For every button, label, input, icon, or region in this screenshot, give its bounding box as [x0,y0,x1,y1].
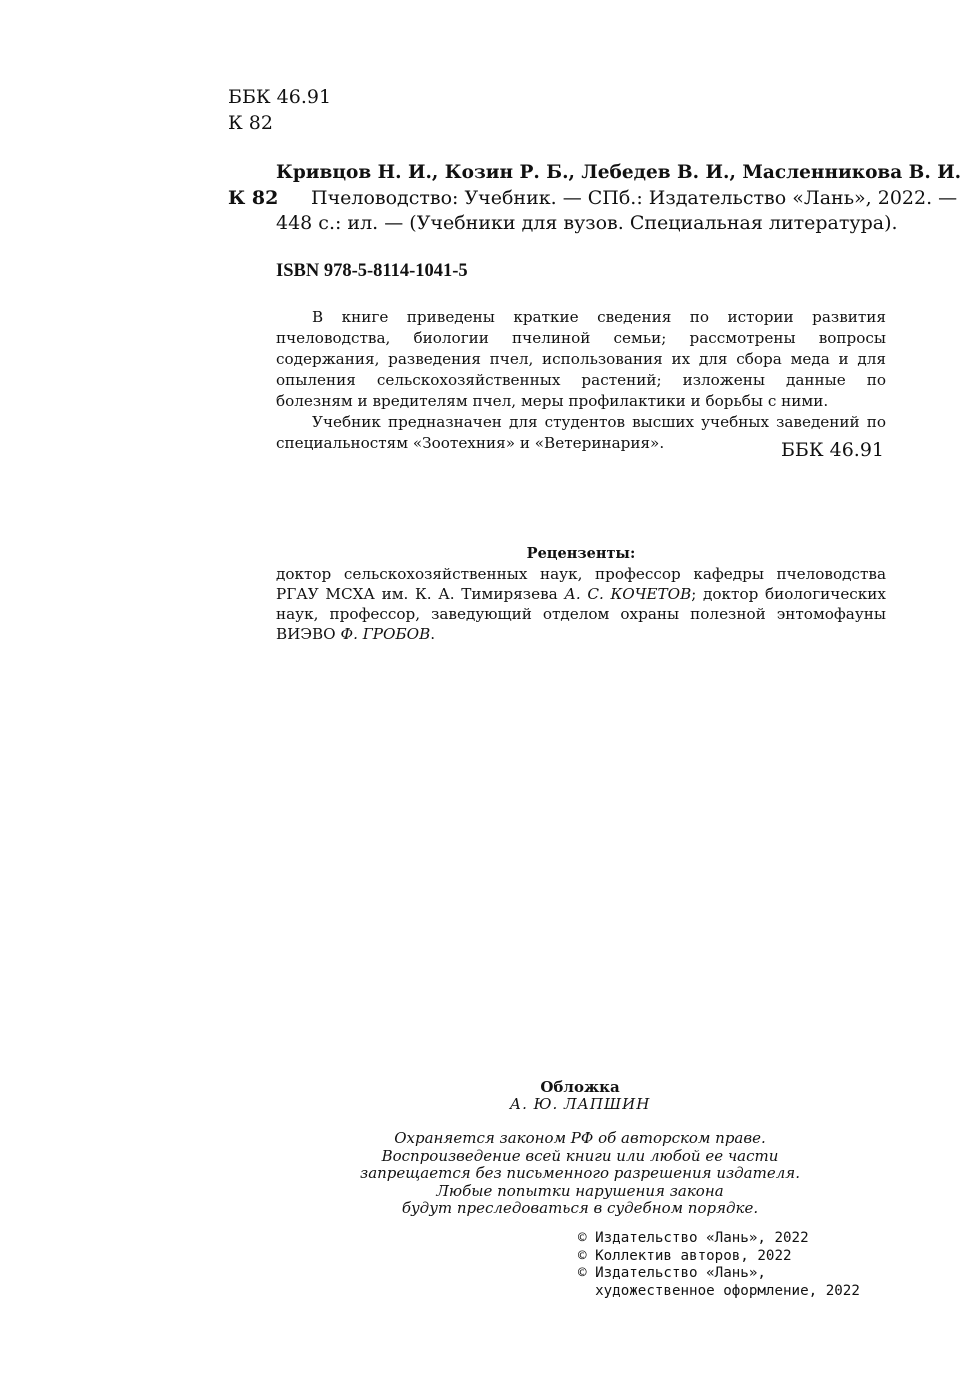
protection-line: Любые попытки нарушения закона [436,1181,724,1200]
cover-title: Обложка [540,1078,620,1096]
reviewer-name-2: Ф. ГРОБОВ [340,625,431,643]
copyright-line: художественное оформление, 2022 [578,1282,860,1299]
protection-line: Воспроизведение всей книги или любой ее части [381,1146,779,1165]
copyright-protection-notice [330,1130,830,1218]
copyright-line: © Издательство «Лань», [578,1265,766,1282]
copyright-line: © Коллектив авторов, 2022 [578,1247,792,1264]
abstract [276,307,886,454]
author-mark-margin: К 82 [228,187,279,209]
book-title-line-1: Пчеловодство: Учебник. — СПб.: Издательство «Лань», 2022. — [311,187,958,209]
abstract-paragraph-2: Учебник предназначен для студентов высших учебных заведений по специальностям «Зоотехния» и «Ветеринария». [276,413,886,452]
reviewers-text-part-2: ; доктор биологических наук, профессор, заведующий отделом охраны полезной энтомофауны ВИЭВО [276,585,886,643]
protection-line: Охраняется законом РФ об авторском праве. [394,1129,766,1147]
protection-line: запрещается без письменного разрешения издателя. [360,1164,800,1182]
reviewers-title: Рецензенты: [526,545,636,562]
author-mark: К 82 [228,112,273,134]
reviewer-name-1: А. С. КОЧЕТОВ [564,585,692,603]
abstract-paragraph-1: В книге приведены краткие сведения по истории развития пчеловодства, биологии пчелиной семьи; рассмотрены вопросы содержания, разведения пчел, использования их для сбора меда и для опыления сельскохозяйственных растений; изложены данные по болезням и вредителям пчел, меры профилактики и борьбы с ними. [276,308,886,410]
protection-line: будут преследоваться в судебном порядке. [401,1199,759,1217]
reviewers-text-end: . [430,625,436,643]
book-title-line-2: 448 с.: ил. — (Учебники для вузов. Специальная литература). [276,212,898,234]
reviewers-text-part-1: доктор сельскохозяйственных наук, профессор кафедры пчеловодства РГАУ МСХА им. К. А. Тимирязева [276,565,886,603]
authors-line: Кривцов Н. И., Козин Р. Б., Лебедев В. И., Масленникова В. И. [276,162,962,183]
bbk-code: ББК 46.91 [228,86,332,108]
bbk-code-right: ББК 46.91 [780,439,884,461]
copyright-line: © Издательство «Лань», 2022 [578,1230,809,1246]
cover-designer: А. Ю. ЛАПШИН [509,1095,651,1113]
copyright-block [578,1230,860,1300]
isbn: ISBN 978-5-8114-1041-5 [276,261,468,281]
reviewers-text [276,564,886,644]
